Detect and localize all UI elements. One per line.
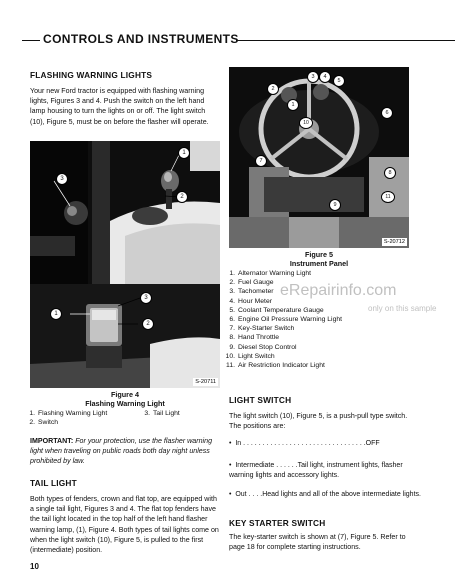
figure5-item: 10. Light Switch (225, 352, 275, 360)
figure4-callout-1: 1 (50, 308, 62, 320)
figure3-callout-2: 2 (176, 191, 188, 203)
section-header (22, 31, 455, 49)
figure3-callout-3: 3 (56, 173, 68, 185)
figure5-item: 7. Key-Starter Switch (229, 325, 295, 333)
figure5-callout-7: 7 (255, 155, 267, 167)
header-rule-right (236, 40, 455, 41)
lightswitch-position: • In . . . . . . . . . . . . . . . . . . . . . . . . . . . . . . . .OFF (229, 440, 380, 447)
figure5-item: 8. Hand Throttle (229, 334, 280, 342)
header-rule-left (22, 40, 40, 41)
figure5-item: 1. Alternator Warning Light (229, 270, 312, 277)
figure4-label: Figure 4 (111, 390, 139, 399)
figure4-list-col2 (137, 409, 180, 418)
important-text: For your protection, use the flasher warning light when traveling on public roads both day night unless prohibited by law. (30, 437, 213, 466)
figure4-callout-2: 2 (142, 318, 154, 330)
figure5-item: 5. Coolant Temperature Gauge (229, 306, 324, 314)
page-number: 10 (30, 562, 39, 571)
figure5-callout-8: 8 (384, 167, 396, 179)
keystarter-text: The key-starter switch is shown at (7), Figure 5. Refer to page 18 for complete starting instructions. (229, 533, 406, 552)
figure4-callout-3: 3 (140, 292, 152, 304)
important-label: IMPORTANT: (30, 437, 74, 445)
lightswitch-position: • Intermediate . . . . . .Tail light, instrument lights, flasher warning lights and accessory lights. (229, 462, 403, 479)
figure4-illustration (30, 284, 220, 388)
figure5-title: Instrument Panel (289, 259, 349, 268)
lightswitch-position: • Out . . . .Head lights and all of the above intermediate lights. (229, 491, 421, 498)
figure5-item: 11. Air Restriction Indicator Light (226, 362, 325, 370)
figure4-item: 1. Flashing Warning Light (29, 410, 108, 417)
figure5-ref-code: S-20712 (383, 239, 405, 245)
page-title: CONTROLS AND INSTRUMENTS (43, 32, 239, 46)
figure5-callout-1: 1 (287, 99, 299, 111)
figure3-callout-1: 1 (178, 147, 190, 159)
figure4-item: 2. Switch (29, 419, 59, 427)
taillight-text: Both types of fenders, crown and flat top, are equipped with a single tail light, Figures 3 and 4. The flat top fenders have the tail light located in the top half of the left hand flasher warning lamp, (1), Figure 4. Both types of tail lights come on when the light switch (10), Figure 5, is pulled to the first (intermediate) position. (30, 495, 219, 555)
figure5-callout-3: 3 (307, 71, 319, 83)
figure5-item: 6. Engine Oil Pressure Warning Light (229, 316, 343, 324)
figure5-label: Figure 5 (305, 250, 333, 259)
figure5-callout-10: 10 (299, 117, 313, 129)
figure5-callout-5: 5 (333, 75, 345, 87)
figure5-callout-2: 2 (267, 83, 279, 95)
figure5-callout-9: 9 (329, 199, 341, 211)
figure3-illustration (30, 141, 220, 284)
figure3-photo (30, 141, 220, 284)
watermark-note: only on this sample (368, 304, 437, 313)
figure5-item: 9. Diesel Stop Control (229, 343, 297, 351)
taillight-heading: TAIL LIGHT (30, 478, 77, 488)
figure4-photo (30, 284, 220, 388)
figure4-list (22, 409, 107, 427)
figure5-photo (229, 67, 409, 248)
figure5-item: 4. Hour Meter (229, 297, 272, 305)
figure5-item: 2. Fuel Gauge (229, 279, 274, 287)
figure4-ref-code: S-20711 (195, 379, 216, 385)
watermark-site: eRepairinfo.com (280, 282, 397, 299)
flashing-text: Your new Ford tractor is equipped with flashing warning lights, Figures 3 and 4. Push the switch on the left hand lamp housing to turn the lights on or off. The light switch (10), Figure 5, must be on before the flasher will operate. (30, 87, 209, 126)
lightswitch-heading: LIGHT SWITCH (229, 395, 292, 405)
figure4-item: 3. Tail Light (144, 410, 180, 417)
figure5-callout-6: 6 (381, 107, 393, 119)
figure5-callout-11: 11 (381, 191, 395, 203)
figure4-title: Flashing Warning Light (85, 399, 165, 408)
figure5-item: 3. Tachometer (229, 288, 274, 296)
figure5-callout-4: 4 (319, 71, 331, 83)
lightswitch-text: The light switch (10), Figure 5, is a push-pull type switch. The positions are: (229, 412, 408, 431)
flashing-heading: FLASHING WARNING LIGHTS (30, 70, 153, 80)
keystarter-heading: KEY STARTER SWITCH (229, 518, 326, 528)
important-note (30, 436, 222, 467)
